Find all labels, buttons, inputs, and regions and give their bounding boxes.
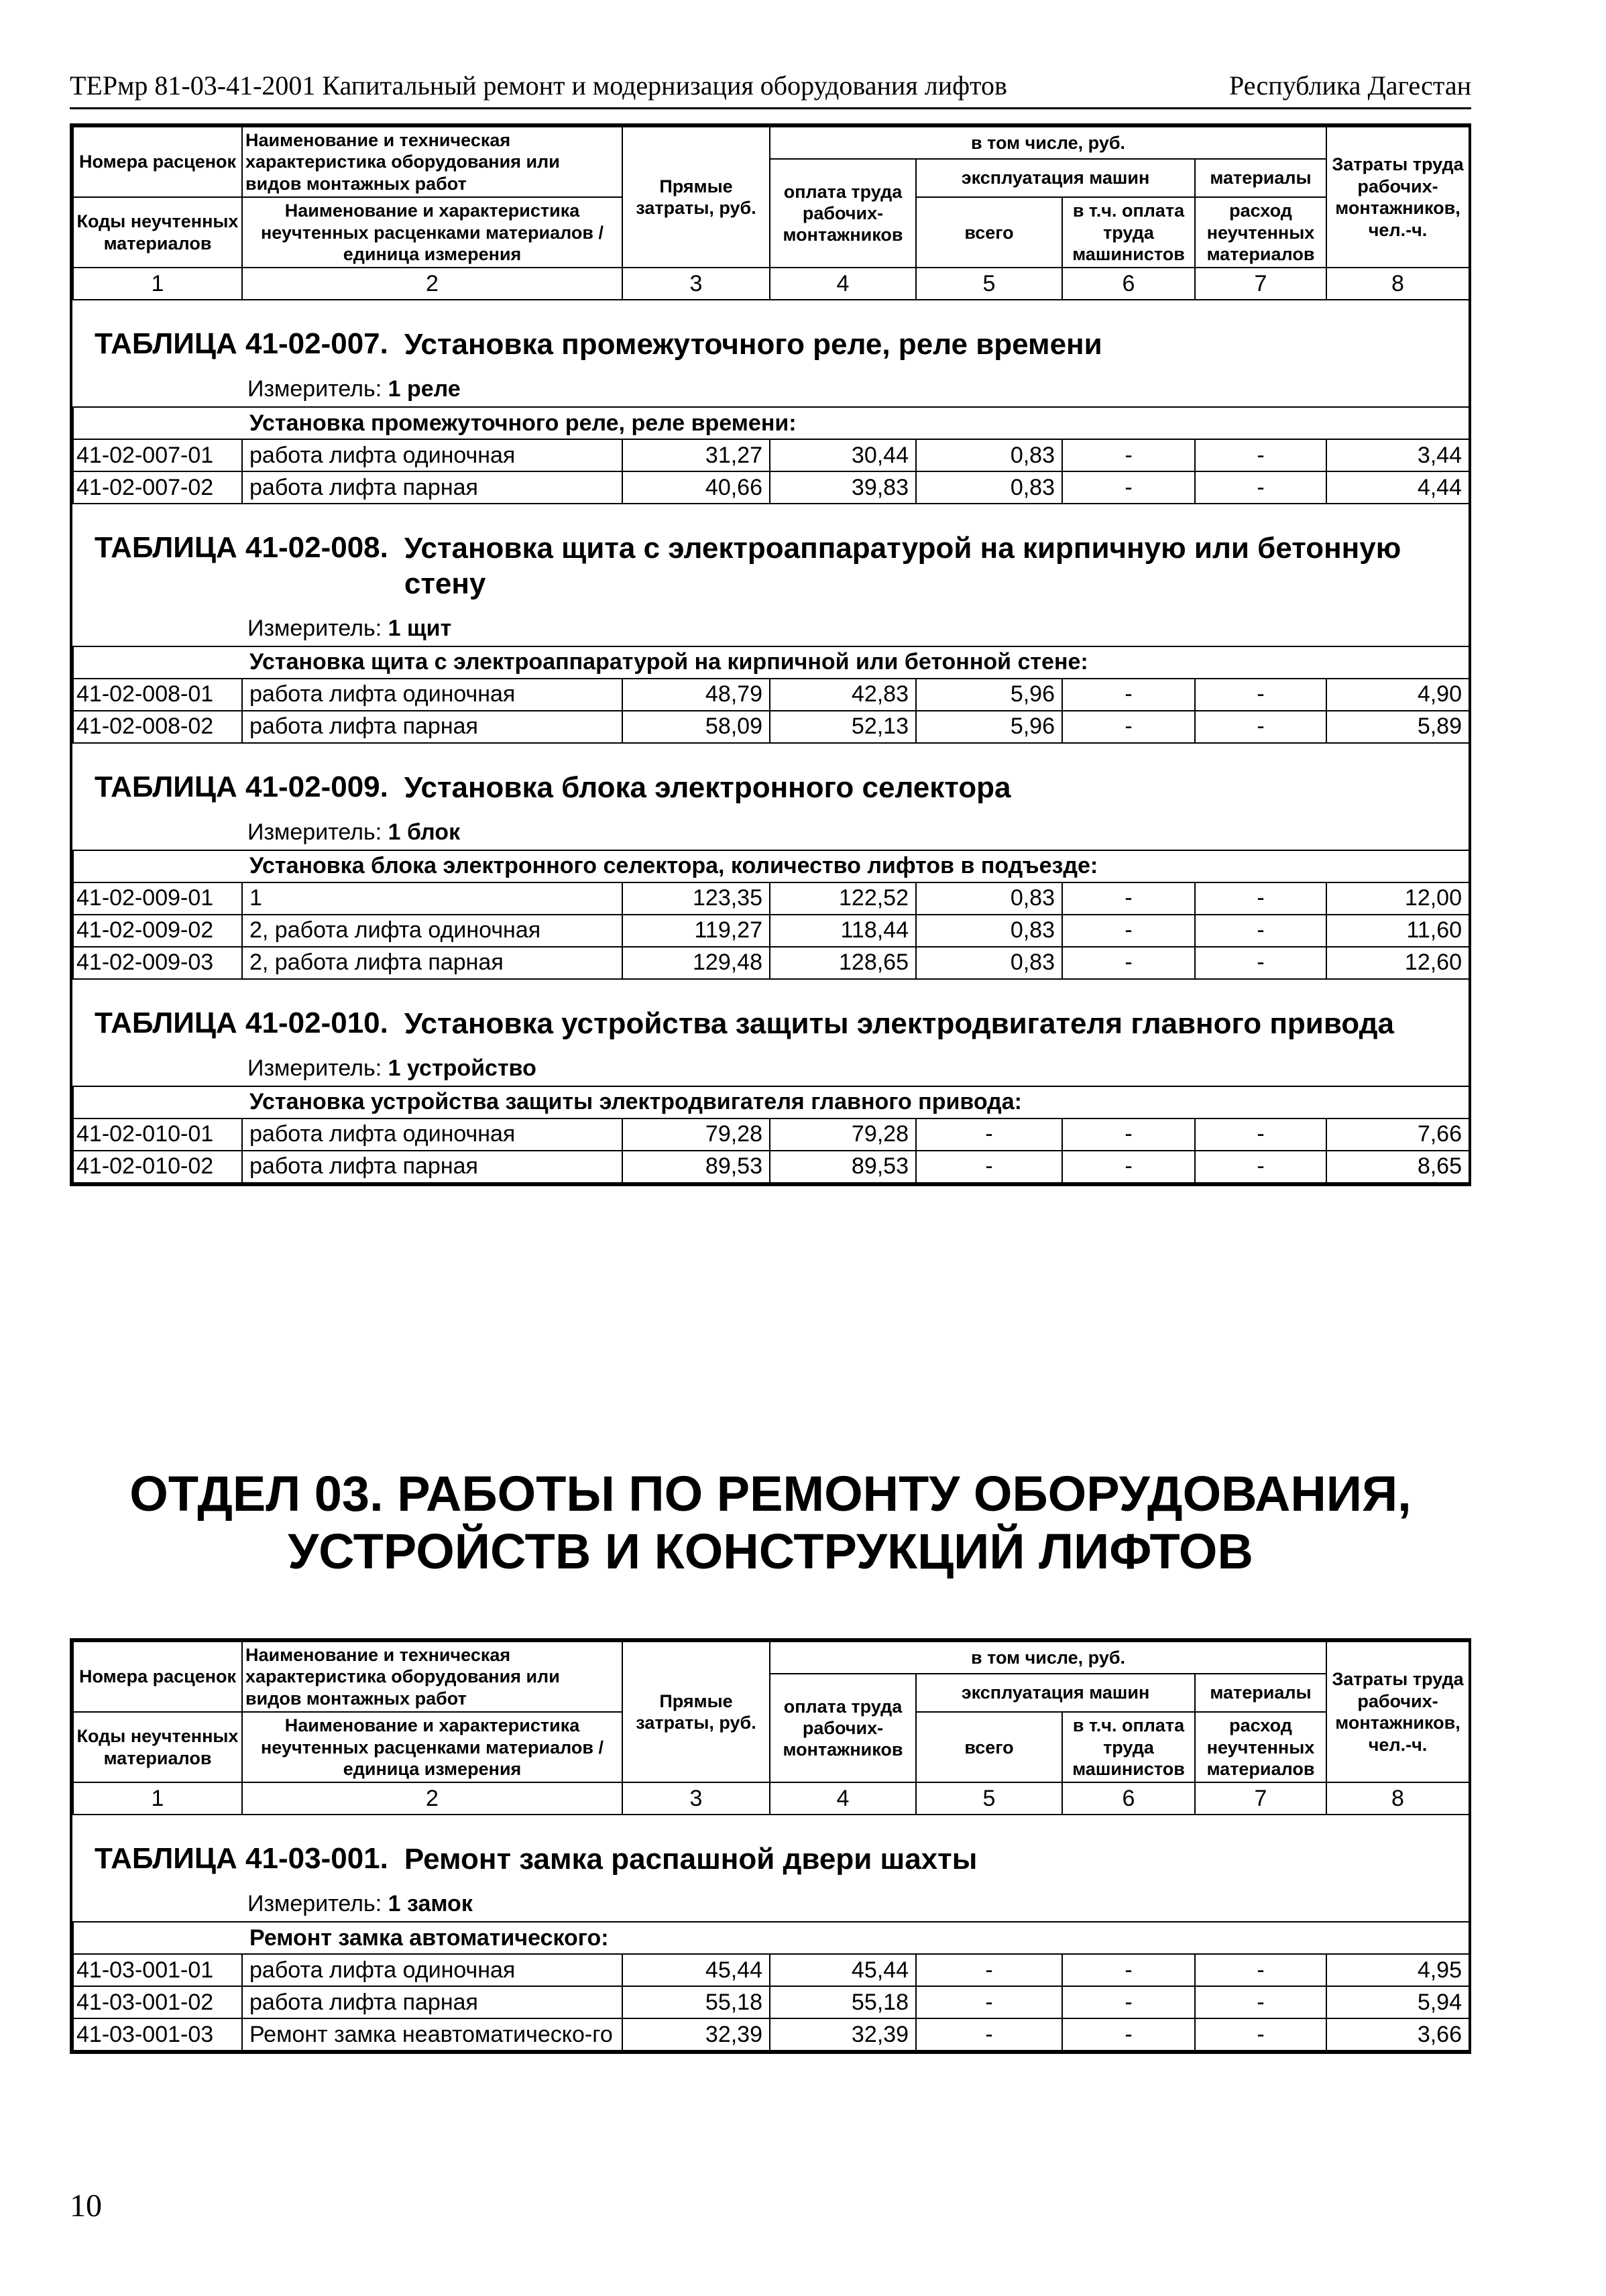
table-cell: 32,39 xyxy=(770,2018,916,2051)
table-cell: 4,90 xyxy=(1326,679,1469,711)
col-header-codes: Номера расценок xyxy=(73,1642,242,1712)
table-label: ТАБЛИЦА 41-02-009. xyxy=(95,770,388,803)
column-number: 8 xyxy=(1326,268,1469,300)
table-subheading: Установка устройства защиты электродвигателя главного привода: xyxy=(73,1086,1469,1118)
table-cell: - xyxy=(1195,947,1326,979)
price-table-top xyxy=(70,123,1471,1186)
table-cell: 41-03-001-01 xyxy=(73,1954,242,1986)
table-cell: 32,39 xyxy=(622,2018,770,2051)
table-label: ТАБЛИЦА 41-02-008. xyxy=(95,531,388,565)
table-cell: - xyxy=(916,1986,1062,2018)
table-cell: 41-02-009-01 xyxy=(73,882,242,915)
table-cell: 55,18 xyxy=(622,1986,770,2018)
unit-value: 1 устройство xyxy=(388,1055,536,1081)
table-cell: - xyxy=(1195,439,1326,471)
col-header-group: в том числе, руб. xyxy=(770,127,1326,159)
table-cell: 129,48 xyxy=(622,947,770,979)
table-cell: 3,44 xyxy=(1326,439,1469,471)
col-header-labor: Затраты труда рабочих-монтажников, чел.-ч. xyxy=(1326,1642,1469,1782)
col-header-materials: материалы xyxy=(1195,159,1326,197)
col-header-codes: Номера расценок xyxy=(73,127,242,197)
table-cell: 45,44 xyxy=(770,1954,916,1986)
column-number: 3 xyxy=(622,1782,770,1815)
col-header-machines: эксплуатация машин xyxy=(916,1674,1195,1712)
page-number: 10 xyxy=(70,2188,102,2224)
table-cell: 41-02-009-02 xyxy=(73,915,242,947)
table-cell: 11,60 xyxy=(1326,915,1469,947)
table-cell: 79,28 xyxy=(770,1118,916,1151)
table-cell: 55,18 xyxy=(770,1986,916,2018)
unit-of-measure xyxy=(73,609,1469,646)
table-cell: - xyxy=(1195,1954,1326,1986)
unit-of-measure xyxy=(73,369,1469,406)
table-title: Установка блока электронного селектора xyxy=(404,770,1011,804)
col-header-material-names: Наименование и характеристика неучтенных расценками материалов / единица измерения xyxy=(242,1712,622,1782)
table-cell: 123,35 xyxy=(622,882,770,915)
table-cell: - xyxy=(1062,1118,1195,1151)
table-cell: 5,89 xyxy=(1326,711,1469,743)
table-subheading: Установка блока электронного селектора, количество лифтов в подъезде: xyxy=(73,850,1469,882)
table-row xyxy=(73,882,1469,915)
table-label: ТАБЛИЦА 41-02-007. xyxy=(95,327,388,361)
table-cell: 0,83 xyxy=(916,439,1062,471)
document-title: ТЕРмр 81-03-41-2001 Капитальный ремонт и модернизация оборудования лифтов xyxy=(70,70,1007,101)
col-header-machinists-wages: в т.ч. оплата труда машинистов xyxy=(1062,1712,1195,1782)
col-header-group: в том числе, руб. xyxy=(770,1642,1326,1674)
table-cell: - xyxy=(1195,1151,1326,1183)
col-header-material-use: расход неучтенных материалов xyxy=(1195,1712,1326,1782)
column-number: 4 xyxy=(770,268,916,300)
table-cell: - xyxy=(1195,679,1326,711)
table-caption xyxy=(73,300,1469,407)
table-title: Установка щита с электроаппаратурой на кирпичную или бетонную стену xyxy=(404,532,1401,601)
table-cell: - xyxy=(1195,471,1326,504)
table-cell: 39,83 xyxy=(770,471,916,504)
table-cell: 4,44 xyxy=(1326,471,1469,504)
col-header-direct: Прямые затраты, руб. xyxy=(622,127,770,268)
unit-value: 1 реле xyxy=(388,376,461,402)
col-header-machinists-wages: в т.ч. оплата труда машинистов xyxy=(1062,197,1195,268)
table-title: Установка промежуточного реле, реле времени xyxy=(404,328,1102,361)
column-number: 4 xyxy=(770,1782,916,1815)
table-cell: работа лифта парная xyxy=(242,1151,622,1183)
table-row xyxy=(73,1118,1469,1151)
section-title: ОТДЕЛ 03. РАБОТЫ ПО РЕМОНТУ ОБОРУДОВАНИЯ, УСТРОЙСТВ И КОНСТРУКЦИЙ ЛИФТОВ xyxy=(129,1466,1412,1579)
price-table-bottom xyxy=(70,1638,1471,2054)
column-number: 2 xyxy=(242,268,622,300)
table-subheading: Ремонт замка автоматического: xyxy=(73,1922,1469,1954)
table-cell: 41-02-010-02 xyxy=(73,1151,242,1183)
table-cell: 41-02-009-03 xyxy=(73,947,242,979)
table-cell: работа лифта одиночная xyxy=(242,1118,622,1151)
table-label: ТАБЛИЦА 41-03-001. xyxy=(95,1842,388,1876)
unit-of-measure xyxy=(73,813,1469,850)
table-cell: работа лифта одиночная xyxy=(242,439,622,471)
column-number: 6 xyxy=(1062,1782,1195,1815)
table-cell: - xyxy=(1062,1986,1195,2018)
table-row xyxy=(73,1954,1469,1986)
column-number: 7 xyxy=(1195,1782,1326,1815)
table-cell: 1 xyxy=(242,882,622,915)
table-cell: 0,83 xyxy=(916,947,1062,979)
table-row xyxy=(73,1151,1469,1183)
table-cell: - xyxy=(1062,947,1195,979)
col-header-material-names: Наименование и характеристика неучтенных расценками материалов / единица измерения xyxy=(242,197,622,268)
table-cell: 119,27 xyxy=(622,915,770,947)
table-cell: 41-02-008-01 xyxy=(73,679,242,711)
table-cell: - xyxy=(1062,2018,1195,2051)
table-cell: - xyxy=(916,1118,1062,1151)
table-cell: 41-02-010-01 xyxy=(73,1118,242,1151)
table-cell: 2, работа лифта одиночная xyxy=(242,915,622,947)
column-number: 6 xyxy=(1062,268,1195,300)
table-row xyxy=(73,439,1469,471)
table-cell: 122,52 xyxy=(770,882,916,915)
col-header-machines-total: всего xyxy=(916,197,1062,268)
table-cell: - xyxy=(1195,1118,1326,1151)
table-cell: - xyxy=(1195,2018,1326,2051)
table-cell: 128,65 xyxy=(770,947,916,979)
table-cell: 0,83 xyxy=(916,471,1062,504)
table-cell: работа лифта парная xyxy=(242,711,622,743)
unit-value: 1 щит xyxy=(388,615,452,641)
unit-label: Измеритель: xyxy=(247,1055,382,1081)
table-cell: работа лифта одиночная xyxy=(242,1954,622,1986)
table-caption xyxy=(73,1815,1469,1922)
column-number: 1 xyxy=(73,268,242,300)
table-cell: 42,83 xyxy=(770,679,916,711)
unit-of-measure xyxy=(73,1884,1469,1921)
page-header xyxy=(70,64,1471,109)
table-cell: 7,66 xyxy=(1326,1118,1469,1151)
col-header-material-codes: Коды неучтенных материалов xyxy=(73,1712,242,1782)
table-cell: 41-02-007-02 xyxy=(73,471,242,504)
table-cell: - xyxy=(916,1954,1062,1986)
column-number: 7 xyxy=(1195,268,1326,300)
table-cell: - xyxy=(1062,439,1195,471)
table-cell: 3,66 xyxy=(1326,2018,1469,2051)
table-cell: - xyxy=(1062,915,1195,947)
table-row xyxy=(73,471,1469,504)
table-cell: - xyxy=(1062,471,1195,504)
column-number: 5 xyxy=(916,268,1062,300)
column-number: 8 xyxy=(1326,1782,1469,1815)
table-cell: Ремонт замка неавтоматическо-го xyxy=(242,2018,622,2051)
column-number: 2 xyxy=(242,1782,622,1815)
col-header-machines: эксплуатация машин xyxy=(916,159,1195,197)
table-subheading: Установка щита с электроаппаратурой на кирпичной или бетонной стене: xyxy=(73,646,1469,679)
table-title: Ремонт замка распашной двери шахты xyxy=(404,1843,978,1876)
table-row xyxy=(73,679,1469,711)
table-row xyxy=(73,947,1469,979)
table-cell: работа лифта одиночная xyxy=(242,679,622,711)
unit-label: Измеритель: xyxy=(247,819,382,845)
table-row xyxy=(73,915,1469,947)
col-header-wages: оплата труда рабочих-монтажников xyxy=(770,159,916,268)
table-cell: 89,53 xyxy=(770,1151,916,1183)
table-cell: - xyxy=(1062,679,1195,711)
table-cell: 8,65 xyxy=(1326,1151,1469,1183)
table-cell: 118,44 xyxy=(770,915,916,947)
table-cell: 5,96 xyxy=(916,711,1062,743)
table-cell: 5,94 xyxy=(1326,1986,1469,2018)
table-title: Установка устройства защиты электродвигателя главного привода xyxy=(404,1007,1395,1040)
table-cell: 89,53 xyxy=(622,1151,770,1183)
table-caption xyxy=(73,504,1469,646)
table-cell: - xyxy=(916,1151,1062,1183)
table-cell: работа лифта парная xyxy=(242,471,622,504)
table-cell: - xyxy=(1195,915,1326,947)
unit-value: 1 замок xyxy=(388,1891,473,1917)
col-header-materials: материалы xyxy=(1195,1674,1326,1712)
table-cell: - xyxy=(916,2018,1062,2051)
table-cell: 79,28 xyxy=(622,1118,770,1151)
table-cell: 40,66 xyxy=(622,471,770,504)
unit-label: Измеритель: xyxy=(247,1891,382,1917)
unit-label: Измеритель: xyxy=(247,376,382,402)
column-number: 5 xyxy=(916,1782,1062,1815)
table-cell: 45,44 xyxy=(622,1954,770,1986)
table-cell: - xyxy=(1062,1954,1195,1986)
table-cell: - xyxy=(1195,1986,1326,2018)
col-header-machines-total: всего xyxy=(916,1712,1062,1782)
table-label: ТАБЛИЦА 41-02-010. xyxy=(95,1006,388,1039)
table-caption xyxy=(73,743,1469,850)
table-cell: 41-03-001-02 xyxy=(73,1986,242,2018)
col-header-labor: Затраты труда рабочих-монтажников, чел.-ч. xyxy=(1326,127,1469,268)
table-row xyxy=(73,1986,1469,2018)
col-header-material-use: расход неучтенных материалов xyxy=(1195,197,1326,268)
col-header-direct: Прямые затраты, руб. xyxy=(622,1642,770,1782)
column-number: 1 xyxy=(73,1782,242,1815)
table-cell: 4,95 xyxy=(1326,1954,1469,1986)
table-cell: 2, работа лифта парная xyxy=(242,947,622,979)
table-cell: 41-03-001-03 xyxy=(73,2018,242,2051)
table-cell: 41-02-008-02 xyxy=(73,711,242,743)
table-cell: 12,00 xyxy=(1326,882,1469,915)
col-header-material-codes: Коды неучтенных материалов xyxy=(73,197,242,268)
table-cell: 41-02-007-01 xyxy=(73,439,242,471)
table-cell: - xyxy=(1195,882,1326,915)
table-cell: 48,79 xyxy=(622,679,770,711)
unit-label: Измеритель: xyxy=(247,615,382,641)
table-cell: 12,60 xyxy=(1326,947,1469,979)
column-number: 3 xyxy=(622,268,770,300)
table-cell: 5,96 xyxy=(916,679,1062,711)
table-cell: - xyxy=(1062,1151,1195,1183)
table-cell: 31,27 xyxy=(622,439,770,471)
col-header-wages: оплата труда рабочих-монтажников xyxy=(770,1674,916,1782)
table-subheading: Установка промежуточного реле, реле времени: xyxy=(73,407,1469,439)
table-cell: 52,13 xyxy=(770,711,916,743)
table-cell: - xyxy=(1195,711,1326,743)
table-cell: - xyxy=(1062,882,1195,915)
table-caption xyxy=(73,979,1469,1086)
col-header-name: Наименование и техническая характеристика оборудования или видов монтажных работ xyxy=(242,127,622,197)
table-cell: работа лифта парная xyxy=(242,1986,622,2018)
table-cell: - xyxy=(1062,711,1195,743)
table-cell: 30,44 xyxy=(770,439,916,471)
table-row xyxy=(73,711,1469,743)
region-name: Республика Дагестан xyxy=(1229,70,1471,101)
table-cell: 0,83 xyxy=(916,915,1062,947)
unit-value: 1 блок xyxy=(388,819,461,845)
col-header-name: Наименование и техническая характеристика оборудования или видов монтажных работ xyxy=(242,1642,622,1712)
table-cell: 0,83 xyxy=(916,882,1062,915)
unit-of-measure xyxy=(73,1049,1469,1086)
table-cell: 58,09 xyxy=(622,711,770,743)
table-row xyxy=(73,2018,1469,2051)
